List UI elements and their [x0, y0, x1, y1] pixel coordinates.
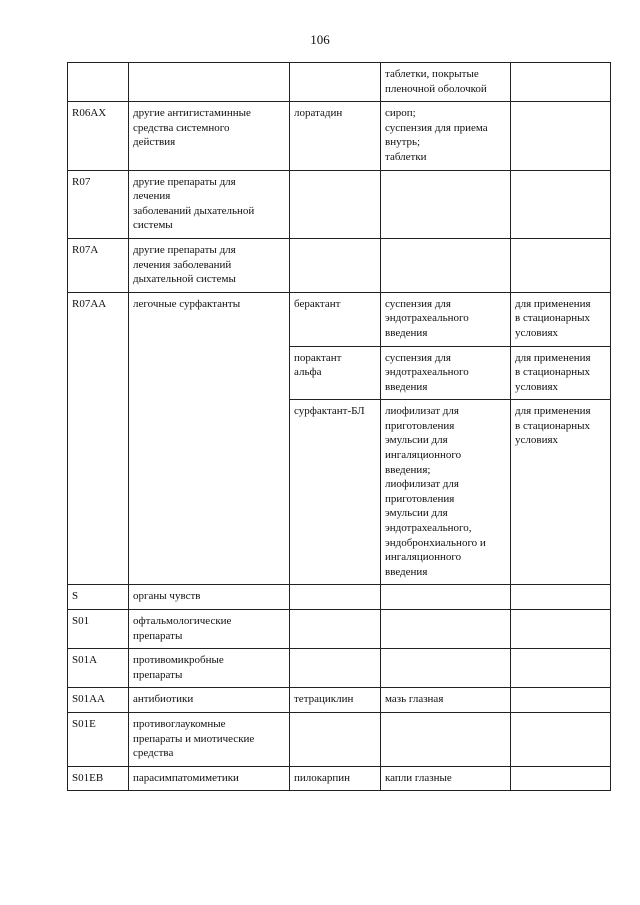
table-row — [68, 610, 611, 649]
drug-name-cell — [290, 649, 381, 688]
table-row — [68, 63, 611, 102]
note-cell — [511, 238, 611, 292]
atc-code-cell: S01EB — [68, 766, 129, 791]
dosage-form-cell — [381, 170, 511, 238]
atc-group-name-cell — [129, 63, 290, 102]
dosage-form-cell: суспензия для эндотрахеального введения — [381, 292, 511, 346]
atc-code-cell: R07 — [68, 170, 129, 238]
dosage-form-cell — [381, 649, 511, 688]
note-cell — [511, 688, 611, 713]
table-row — [68, 292, 611, 346]
atc-code-cell: R07AA — [68, 292, 129, 585]
atc-code-cell: R07A — [68, 238, 129, 292]
dosage-form-cell — [381, 238, 511, 292]
note-cell — [511, 766, 611, 791]
table-row — [68, 170, 611, 238]
atc-code-cell: R06AX — [68, 102, 129, 170]
drug-name-cell: берактант — [290, 292, 381, 346]
note-cell — [511, 585, 611, 610]
note-cell — [511, 712, 611, 766]
drug-name-cell: сурфактант-БЛ — [290, 400, 381, 585]
note-cell — [511, 63, 611, 102]
atc-code-cell: S — [68, 585, 129, 610]
note-cell — [511, 610, 611, 649]
drug-name-cell: лоратадин — [290, 102, 381, 170]
drug-name-cell: порактант альфа — [290, 346, 381, 400]
note-cell — [511, 102, 611, 170]
drug-name-cell: пилокарпин — [290, 766, 381, 791]
dosage-form-cell: мазь глазная — [381, 688, 511, 713]
atc-group-name-cell: противоглаукомные препараты и миотические средства — [129, 712, 290, 766]
drug-name-cell — [290, 610, 381, 649]
atc-group-name-cell: противомикробные препараты — [129, 649, 290, 688]
drug-name-cell — [290, 585, 381, 610]
note-cell: для применения в стационарных условиях — [511, 292, 611, 346]
drug-name-cell — [290, 170, 381, 238]
dosage-form-cell — [381, 610, 511, 649]
atc-code-cell: S01A — [68, 649, 129, 688]
table-row — [68, 688, 611, 713]
dosage-form-cell: суспензия для эндотрахеального введения — [381, 346, 511, 400]
atc-group-name-cell: офтальмологические препараты — [129, 610, 290, 649]
dosage-form-cell — [381, 712, 511, 766]
table-row — [68, 238, 611, 292]
drug-name-cell: тетрациклин — [290, 688, 381, 713]
note-cell — [511, 170, 611, 238]
atc-group-name-cell: другие антигистаминные средства системного действия — [129, 102, 290, 170]
note-cell — [511, 649, 611, 688]
atc-code-cell — [68, 63, 129, 102]
atc-code-cell: S01AA — [68, 688, 129, 713]
atc-code-cell: S01E — [68, 712, 129, 766]
table-row — [68, 766, 611, 791]
atc-group-name-cell: другие препараты для лечения заболеваний дыхательной системы — [129, 238, 290, 292]
atc-group-name-cell: антибиотики — [129, 688, 290, 713]
drug-name-cell — [290, 63, 381, 102]
dosage-form-cell: капли глазные — [381, 766, 511, 791]
atc-group-name-cell: легочные сурфактанты — [129, 292, 290, 585]
dosage-form-cell: сироп; суспензия для приема внутрь; таблетки — [381, 102, 511, 170]
table-row — [68, 585, 611, 610]
dosage-form-cell: лиофилизат для приготовления эмульсии для ингаляционного введения; лиофилизат для приготовления эмульсии для эндотрахеального, эндобронхиального и ингаляционного введения — [381, 400, 511, 585]
table-row — [68, 649, 611, 688]
table-row — [68, 102, 611, 170]
drug-name-cell — [290, 238, 381, 292]
dosage-form-cell: таблетки, покрытые пленочной оболочкой — [381, 63, 511, 102]
note-cell: для применения в стационарных условиях — [511, 346, 611, 400]
atc-group-name-cell: парасимпатомиметики — [129, 766, 290, 791]
table-row — [68, 712, 611, 766]
atc-code-cell: S01 — [68, 610, 129, 649]
drug-name-cell — [290, 712, 381, 766]
page-number: 106 — [310, 32, 330, 47]
note-cell: для применения в стационарных условиях — [511, 400, 611, 585]
dosage-form-cell — [381, 585, 511, 610]
drug-table — [67, 62, 611, 791]
atc-group-name-cell: другие препараты для лечения заболеваний дыхательной системы — [129, 170, 290, 238]
atc-group-name-cell: органы чувств — [129, 585, 290, 610]
